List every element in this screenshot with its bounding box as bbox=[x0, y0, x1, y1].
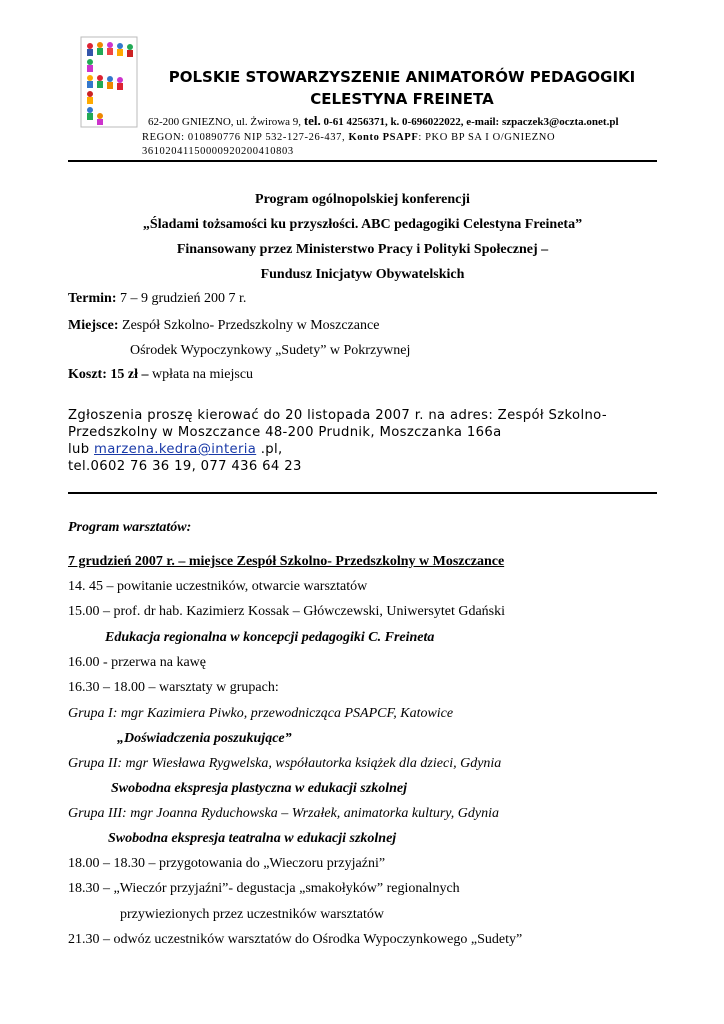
konto-label: Konto PSAPF bbox=[348, 132, 419, 143]
termin-row bbox=[68, 291, 246, 307]
program-item: 18.30 – „Wieczór przyjaźni”- degustacja „smakołyków” regionalnych bbox=[68, 881, 460, 896]
conference-title: „Śladami tożsamości ku przyszłości. ABC pedagogiki Celestyna Freineta” bbox=[142, 217, 583, 232]
program-item: 16.00 - przerwa na kawę bbox=[68, 655, 206, 670]
header-divider bbox=[68, 160, 657, 162]
lecture-title: Edukacja regionalna w koncepcji pedagogiki C. Freineta bbox=[105, 630, 435, 645]
registration-suffix: .pl, bbox=[256, 442, 283, 457]
miejsce-label: Miejsce: bbox=[68, 318, 119, 333]
koszt-value: wpłata na miejscu bbox=[148, 367, 254, 382]
organization-email: szpaczek3@oczta.onet.pl bbox=[501, 116, 619, 128]
group-leader: Grupa III: mgr Joanna Ryduchowska – Wrzałek, animatorka kultury, Gdynia bbox=[68, 806, 499, 821]
group-leader: Grupa I: mgr Kazimiera Piwko, przewodnicząca PSAPCF, Katowice bbox=[68, 706, 454, 721]
miejsce-row bbox=[68, 318, 379, 334]
organization-logo bbox=[80, 36, 138, 128]
miejsce-value-second: Ośrodek Wypoczynkowy „Sudety” w Pokrzywnej bbox=[130, 343, 411, 358]
konto-value: : PKO BP SA I O/GNIEZNO bbox=[418, 132, 556, 143]
program-item: 21.30 – odwóz uczestników warsztatów do Ośrodka Wypoczynkowego „Sudety” bbox=[68, 932, 523, 947]
program-item: 18.00 – 18.30 – przygotowania do „Wieczoru przyjaźni” bbox=[68, 856, 386, 871]
program-heading: Program warsztatów: bbox=[68, 520, 192, 535]
termin-label: Termin: bbox=[68, 291, 117, 306]
program-item: 15.00 – prof. dr hab. Kazimierz Kossak – Główczewski, Uniwersytet Gdański bbox=[68, 604, 506, 619]
workshop-title: Swobodna ekspresja teatralna w edukacji szkolnej bbox=[108, 831, 397, 846]
registration-phones: tel.0602 76 36 19, 077 436 64 23 bbox=[68, 459, 302, 474]
fund-name: Fundusz Inicjatyw Obywatelskich bbox=[260, 267, 465, 282]
organization-address bbox=[148, 113, 619, 129]
registration-info bbox=[142, 131, 555, 159]
address-text: 62-200 GNIEZNO, ul. Żwirowa 9, bbox=[148, 116, 302, 128]
tel-label: tel. bbox=[303, 113, 321, 128]
registration-line1: Zgłoszenia proszę kierować do 20 listopada 2007 r. na adres: Zespół Szkolno- bbox=[68, 408, 607, 423]
program-item: 16.30 – 18.00 – warsztaty w grupach: bbox=[68, 680, 279, 695]
section-divider bbox=[68, 492, 657, 494]
registration-line3 bbox=[68, 442, 283, 457]
registration-line2: Przedszkolny w Moszczance 48-200 Prudnik, Moszczanka 166a bbox=[68, 425, 502, 440]
funding-line: Finansowany przez Ministerstwo Pracy i Polityki Społecznej – bbox=[176, 242, 549, 257]
organization-name-line1: POLSKIE STOWARZYSZENIE ANIMATORÓW PEDAGOGIKI bbox=[168, 68, 636, 86]
day-heading: 7 grudzień 2007 r. – miejsce Zespół Szkolno- Przedszkolny w Moszczance bbox=[68, 554, 505, 569]
contact-email-link[interactable]: marzena.kedra@interia bbox=[94, 442, 257, 457]
email-label: e-mail: bbox=[466, 116, 500, 128]
group-leader: Grupa II: mgr Wiesława Rygwelska, współautorka książek dla dzieci, Gdynia bbox=[68, 756, 502, 771]
organization-name-line2: CELESTYNA FREINETA bbox=[310, 90, 494, 108]
program-item-continuation: przywiezionych przez uczestników warsztatów bbox=[120, 907, 384, 922]
intro-line1: Program ogólnopolskiej konferencji bbox=[255, 192, 470, 207]
workshop-title: „Doświadczenia poszukujące” bbox=[117, 731, 292, 746]
termin-value: 7 – 9 grudzień 200 7 r. bbox=[116, 291, 247, 306]
workshop-title: Swobodna ekspresja plastyczna w edukacji szkolnej bbox=[111, 781, 407, 796]
account-number: 36102041150000920200410803 bbox=[142, 146, 294, 157]
phone-numbers: 0-61 4256371, k. 0-696022022, bbox=[323, 116, 464, 128]
registration-prefix: lub bbox=[68, 442, 94, 457]
regon-nip: REGON: 010890776 NIP 532-127-26-437, bbox=[142, 132, 346, 143]
program-item: 14. 45 – powitanie uczestników, otwarcie warsztatów bbox=[68, 579, 368, 594]
koszt-row bbox=[68, 367, 253, 383]
miejsce-value: Zespół Szkolno- Przedszkolny w Moszczance bbox=[118, 318, 380, 333]
koszt-label: Koszt: 15 zł – bbox=[68, 367, 149, 382]
